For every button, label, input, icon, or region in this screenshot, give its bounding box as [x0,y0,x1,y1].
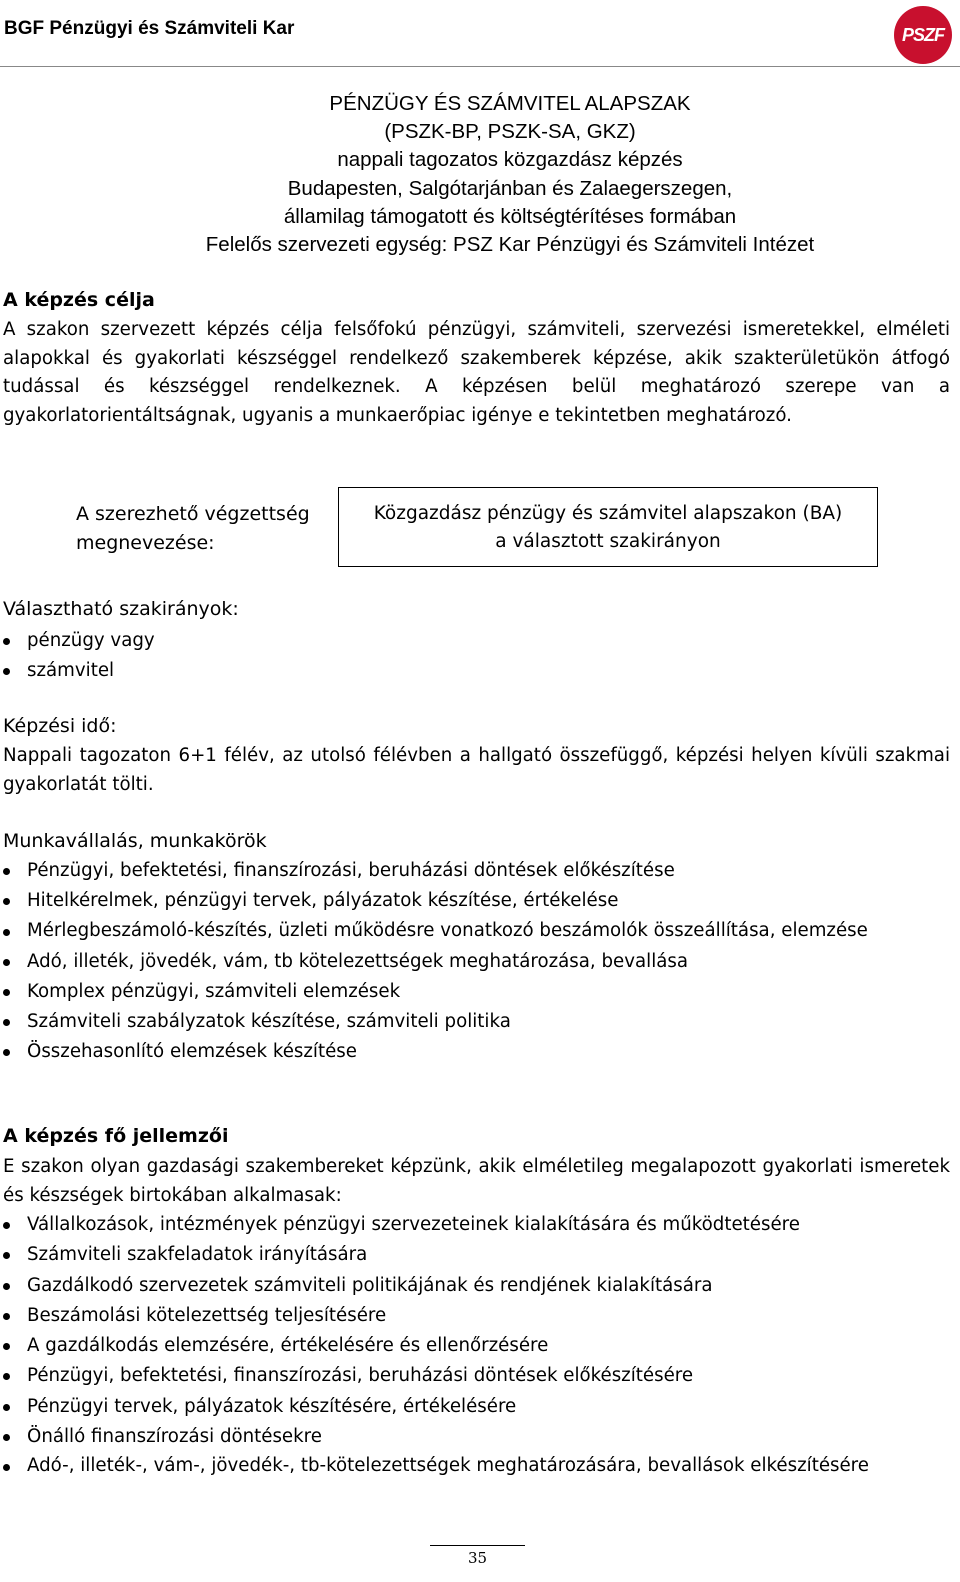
program-title-block [120,90,900,259]
list-item [3,1037,950,1067]
responsible-unit-label: Felelős szervezeti egység: [205,233,448,257]
program-title: PÉNZÜGY ÉS SZÁMVITEL ALAPSZAK [329,92,691,115]
goal-heading: A képzés célja [3,289,155,311]
bullet-icon [3,868,10,875]
list-item-text: számvitel [27,660,115,682]
jobs-heading: Munkavállalás, munkakörök [3,830,267,852]
specializations-heading-text: Választható szakirányok [3,598,233,620]
pszf-logo [894,6,952,64]
page-number: 35 [467,1549,488,1567]
duration-heading-text: Képzési idő [3,715,111,737]
list-item-text: Gazdálkodó szervezetek számviteli politikájának és rendjének kialakítására [27,1274,713,1296]
list-item [3,1422,950,1452]
header-title: BGF Pénzügyi és Számviteli Kar [4,18,295,39]
list-item-text: Önálló finanszírozási döntésekre [27,1426,322,1448]
specializations-heading [3,598,239,620]
list-item-text: Vállalkozások, intézmények pénzügyi szervezeteinek kialakítására és működtetésére [27,1214,800,1235]
program-financing: államilag támogatott és költségtérítéses formában [283,204,737,228]
bullet-icon [3,1373,10,1380]
bullet-icon [3,898,10,905]
program-mode: nappali tagozatos közgazdász képzés [337,148,683,172]
list-item [3,1007,950,1037]
responsible-unit-value: PSZ Kar Pénzügyi és Számviteli Intézet [447,233,815,257]
program-locations: Budapesten, Salgótarjánban és Zalaegerszegen, [287,176,733,200]
list-item-text: Hitelkérelmek, pénzügyi tervek, pályázatok készítése, értékelése [27,890,619,912]
list-item-text: Adó-, illeték-, vám-, jövedék-, tb-kötelezettségek meghatározására, bevallások elkészítésére [27,1455,869,1477]
responsible-unit [120,231,900,259]
list-item-text: A gazdálkodás elemzésére, értékelésére és ellenőrzésére [27,1335,549,1357]
bullet-icon [3,959,10,966]
list-item [3,917,950,947]
specializations-colon: : [232,598,239,620]
list-item-text: Komplex pénzügyi, számviteli elemzések [27,980,401,1002]
list-item [3,1240,950,1270]
list-item [3,1271,950,1301]
list-item [3,1331,950,1361]
list-item-text: Összehasonlító elemzések készítése [27,1041,357,1063]
qualification-value-line2: a választott szakirányon [495,531,721,552]
duration-colon: : [110,715,117,737]
list-item-text: Pénzügyi, befektetési, finanszírozási, beruházási döntések előkészítésére [27,1365,694,1387]
features-heading: A képzés fő jellemzői [3,1125,229,1147]
list-item [3,626,950,656]
bullet-icon [3,1049,10,1056]
list-item [3,1392,950,1422]
list-item [3,886,950,916]
list-item-text: pénzügy vagy [27,630,155,651]
qualification-label-line2: megnevezése: [76,532,215,554]
bullet-icon [3,1313,10,1320]
bullet-icon [3,1464,10,1471]
duration-heading [3,715,117,737]
bullet-icon [3,1222,10,1229]
list-item [3,1361,950,1391]
list-item-text: Adó, illeték, jövedék, vám, tb kötelezettségek meghatározása, bevallása [27,950,689,972]
goal-text: A szakon szervezett képzés célja felsőfokú pénzügyi, számviteli, szervezési ismeretekkel, elméleti alapokkal és gyakorlati készséggel rendelkező szakemberek képzése, akik szakterületükön átfogó tudással és készséggel rendelkeznek. A képzésen belül meghatározó szerepe van a gyakorlatorientáltságnak, ugyanis a munkaerőpiac igénye e tekintetben meghatározó. [3,319,950,426]
bullet-icon [3,1252,10,1259]
qualification-value-line1: Közgazdász pénzügy és számvitel alapszakon (BA) [373,503,843,524]
duration-text: Nappali tagozaton 6+1 félév, az utolsó félévben a hallgató összefüggő, képzési helyen kívüli szakmai gyakorlatát tölti. [3,745,950,795]
bullet-icon [3,1019,10,1026]
bullet-icon [3,1343,10,1350]
logo-text: PSZF [901,24,944,45]
list-item [3,1452,950,1480]
list-item [3,947,950,977]
features-list [3,1210,950,1480]
bullet-icon [3,989,10,996]
bullet-icon [3,638,10,645]
header-divider [0,66,960,67]
list-item [3,1210,950,1240]
qualification-label [76,500,346,558]
specializations-list [3,626,950,687]
list-item-text: Számviteli szakfeladatok irányítására [27,1244,368,1266]
bullet-icon [3,1434,10,1441]
bullet-icon [3,668,10,675]
list-item-text: Mérlegbeszámoló-készítés, üzleti működésre vonatkozó beszámolók összeállítása, elemzése [27,919,868,941]
footer-divider [430,1545,525,1546]
list-item [3,977,950,1007]
jobs-list [3,856,950,1068]
qualification-box [338,487,878,567]
list-item [3,1301,950,1331]
list-item-text: Pénzügyi, befektetési, finanszírozási, beruházási döntések előkészítése [27,860,675,881]
bullet-icon [3,1283,10,1290]
list-item-text: Pénzügyi tervek, pályázatok készítésére, értékelésére [27,1395,517,1417]
list-item-text: Számviteli szabályzatok készítése, számviteli politika [27,1011,511,1033]
page-header [0,0,960,70]
bullet-icon [3,1404,10,1411]
features-intro: E szakon olyan gazdasági szakembereket képzünk, akik elméletileg megalapozott gyakorlati ismeretek és készségek birtokában alkalmasak: [3,1156,950,1206]
qualification-label-line1: A szerezhető végzettség [76,503,310,525]
bullet-icon [3,929,10,936]
list-item-text: Beszámolási kötelezettség teljesítésére [27,1304,387,1326]
list-item [3,656,950,686]
list-item [3,856,950,886]
program-codes: (PSZK-BP, PSZK-SA, GKZ) [384,120,636,144]
